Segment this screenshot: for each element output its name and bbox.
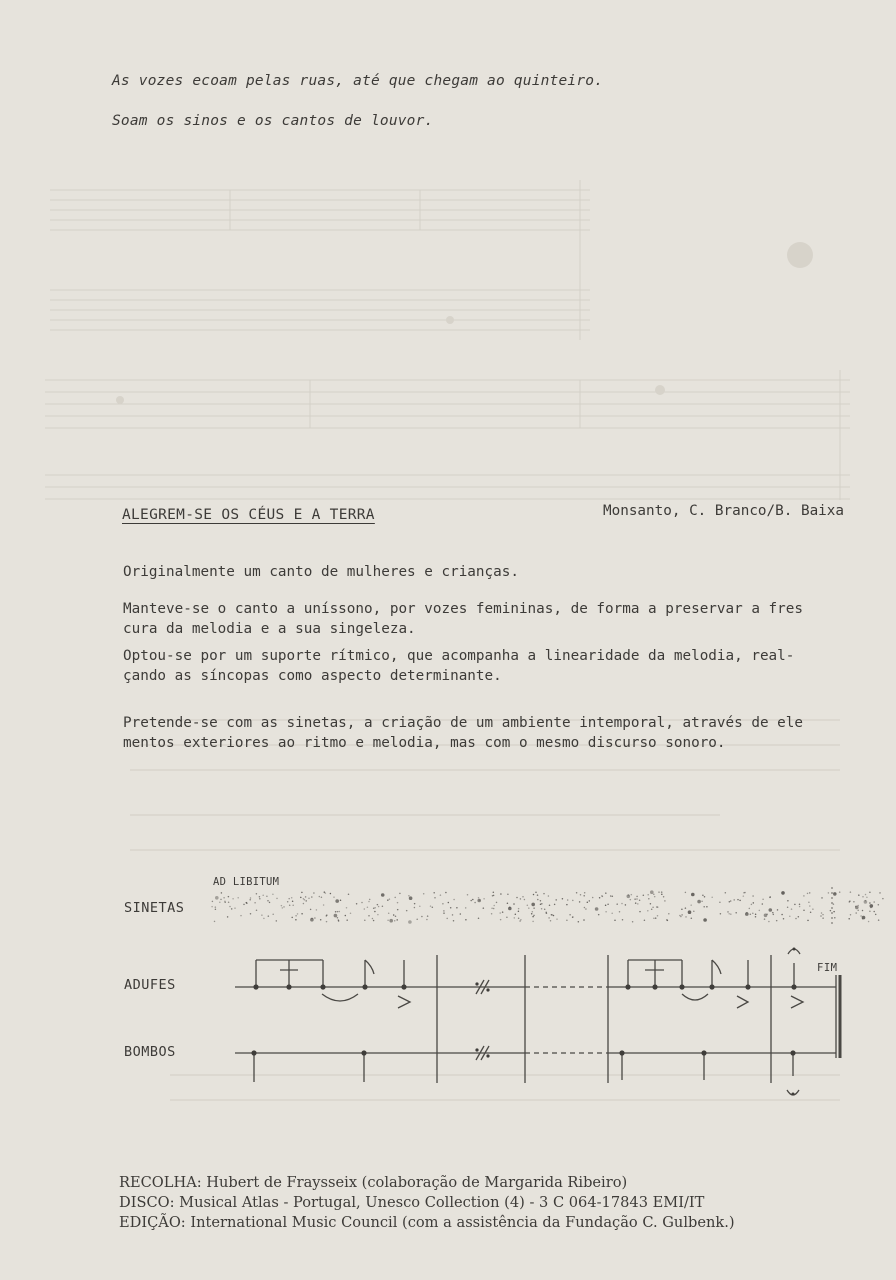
paragraph-rhythm: Optou-se por um suporte rítmico, que acompanha a linearidade da melodia, real- çando as síncopas como aspecto determinante. xyxy=(123,648,795,684)
sinetas-label: SINETAS xyxy=(124,900,185,916)
sinetas-dots xyxy=(211,890,883,923)
intro-line-2: Soam os sinos e os cantos de louvor. xyxy=(112,113,434,129)
ad-libitum-label: AD LIBITUM xyxy=(213,876,280,888)
paragraph-unison: Manteve-se o canto a uníssono, por vozes femininas, de forma a preservar a fres cura da melodia e a sua singeleza. xyxy=(123,601,803,637)
credit-recolha: RECOLHA: Hubert de Fraysseix (colaboração de Margarida Ribeiro) xyxy=(119,1174,628,1191)
credit-edicao: EDIÇÃO: International Music Council (com a assistência da Fundação C. Gulbenk.) xyxy=(119,1214,735,1231)
paragraph-origin: Originalmente um canto de mulheres e crianças. xyxy=(123,564,519,580)
adufes-measure-1 xyxy=(256,960,410,1008)
paragraph-sinetas: Pretende-se com as sinetas, a criação de um ambiente intemporal, através de ele mentos exteriores ao ritmo e melodia, mas com o mesmo discurso sonoro. xyxy=(123,715,803,751)
intro-line-1: As vozes ecoam pelas ruas, até que chegam ao quinteiro. xyxy=(112,73,604,89)
note-heads xyxy=(251,948,796,1096)
credit-disco: DISCO: Musical Atlas - Portugal, Unesco Collection (4) - 3 C 064-17843 EMI/IT xyxy=(119,1194,705,1211)
bombos-stems xyxy=(254,1053,799,1095)
fim-label: FIM xyxy=(817,962,838,974)
score-notation xyxy=(0,860,896,1110)
adufes-label: ADUFES xyxy=(124,977,176,993)
bombos-label: BOMBOS xyxy=(124,1044,176,1060)
credits-block xyxy=(119,1173,735,1233)
adufes-measure-3 xyxy=(628,960,748,1008)
adufes-final-note xyxy=(788,949,803,1008)
song-title: ALEGREM-SE OS CÉUS E A TERRA xyxy=(122,507,375,523)
song-location: Monsanto, C. Branco/B. Baixa xyxy=(603,503,845,519)
